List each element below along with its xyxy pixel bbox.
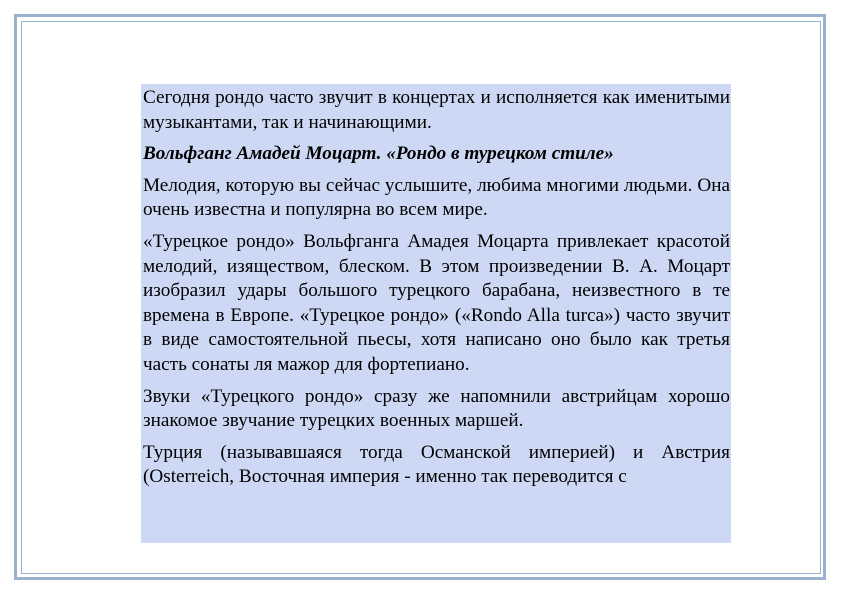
section-heading: Вольфганг Амадей Моцарт. «Рондо в турецком стиле»: [143, 143, 614, 165]
paragraph-intro: Сегодня рондо часто звучит в концертах и исполняется как именитыми музыкантами, так и начинающими.: [143, 87, 730, 133]
text-box: [141, 84, 731, 543]
paragraph-turkey-austria: Турция (называвшаяся тогда Османской империей) и Австрия (Osterreich, Восточная империя - именно так переводится с: [143, 441, 730, 488]
paragraph-turkish-rondo: «Турецкое рондо» Вольфганга Амадея Моцарта привлекает красотой мелодий, изяществом, блеском. В этом произведении В. А. Моцарт изобразил удары большого турецкого барабана, неизвестного в те времена в Европе. «Турецкое рондо» («Rondo Alla turca») часто звучит в виде самостоятельной пьесы, хотя написано оно было как третья часть сонаты ля мажор для фортепиано.: [143, 230, 730, 375]
paragraph-sounds: Звуки «Турецкого рондо» сразу же напомнили австрийцам хорошо знакомое звучание турецких военных маршей.: [143, 385, 730, 432]
paragraph-melody: Мелодия, которую вы сейчас услышите, любима многими людьми. Она очень известна и популярна во всем мире.: [143, 174, 730, 221]
